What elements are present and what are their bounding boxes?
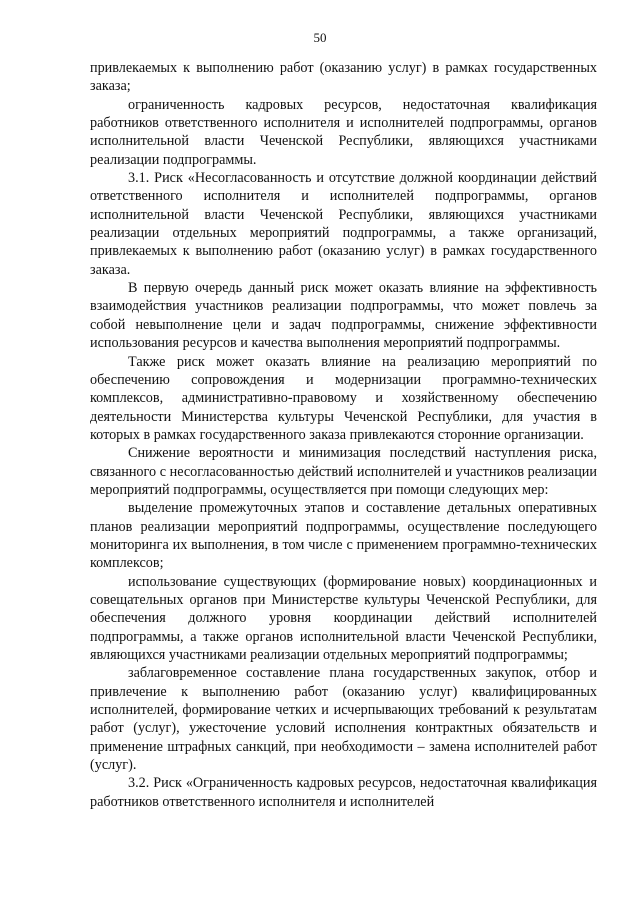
paragraph-risk-impact: В первую очередь данный риск может оказать влияние на эффективность взаимодействия участников реализации подпрограммы, что может повлечь за собой невыполнение цели и задач подпрограммы, снижение эффективности использования ресурсов и качества выполнения мероприятий подпрограммы. [90,280,597,352]
document-body [90,59,597,811]
page-number: 50 [313,30,327,45]
paragraph-measure-stages: выделение промежуточных этапов и составление детальных оперативных планов реализации мероприятий подпрограммы, осуществление последующего мониторинга их выполнения, в том числе с применением программно-технических комплексов; [90,500,597,572]
paragraph-staff-limitation: ограниченность кадровых ресурсов, недостаточная квалификация работников ответственного исполнителя и исполнителей подпрограммы, органов исполнительной власти Чеченской Республики, являющихся участниками реализации подпрограммы. [90,96,597,168]
paragraph-risk-mitigation-intro: Снижение вероятности и минимизация последствий наступления риска, связанного с несогласованностью действий исполнителей и участников реализации мероприятий подпрограммы, осуществляется при помощи следующих мер: [90,445,597,498]
paragraph-measure-coordination: использование существующих (формирование новых) координационных и совещательных органов при Министерстве культуры Чеченской Республики, для обеспечения должного уровня координации действий исполнителей подпрограммы, а также органов исполнительной власти Чеченской Республики, являющихся участниками реализации отдельных мероприятий подпрограммы; [90,573,597,663]
paragraph-continuation: привлекаемых к выполнению работ (оказанию услуг) в рамках государственных заказа; [90,60,597,95]
paragraph-risk-3-1: 3.1. Риск «Несогласованность и отсутствие должной координации действий ответственного исполнителя и исполнителей подпрограммы, органов исполнительной власти Чеченской Республики, являющихся участниками реализации отдельных мероприятий подпрограммы, а также организаций, привлекаемых к выполнению работ (оказанию услуг) в рамках государственного заказа. [90,170,597,278]
paragraph-risk-3-2: 3.2. Риск «Ограниченность кадровых ресурсов, недостаточная квалификация работников ответственного исполнителя и исполнителей [90,775,597,810]
paragraph-risk-impact-also: Также риск может оказать влияние на реализацию мероприятий по обеспечению сопровождения и модернизации программно-технических комплексов, административно-правовому и хозяйственному обеспечению деятельности Министерства культуры Чеченской Республики, для участия в которых в рамках государственного заказа привлекаются сторонние организации. [90,353,597,443]
paragraph-measure-procurement: заблаговременное составление плана государственных закупок, отбор и привлечение к выполнению работ (оказанию услуг) квалифицированных исполнителей, формирование четких и исчерпывающих требований к результатам работ (услуг), ужесточение условий исполнения контрактных обязательств и применение штрафных санкций, при необходимости – замена исполнителей работ (услуг). [90,665,597,774]
